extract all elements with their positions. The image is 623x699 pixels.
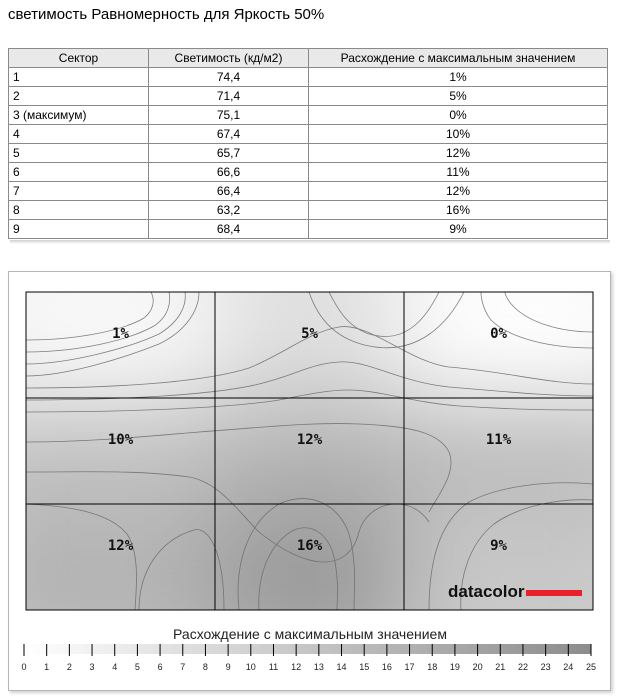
table-row [9, 163, 608, 182]
header-sector: Сектор [9, 49, 149, 68]
datacolor-logo-bar [526, 590, 582, 596]
sector-label: 5% [301, 326, 318, 342]
colorbar-tick-label: 17 [404, 662, 415, 672]
sector-label: 9% [490, 538, 507, 554]
cell-deviation: 16% [309, 201, 608, 220]
sector-label: 16% [296, 538, 323, 554]
table-row [9, 182, 608, 201]
colorbar-tick-label: 23 [540, 662, 551, 672]
sector-label: 11% [485, 432, 512, 448]
colorbar-tick-label: 10 [245, 662, 256, 672]
cell-deviation: 11% [309, 163, 608, 182]
colorbar-tick-label: 0 [21, 662, 27, 672]
colorbar-tick-label: 14 [336, 662, 347, 672]
heatmap-cell [9, 398, 215, 504]
cell-deviation: 9% [309, 220, 608, 239]
cell-luminance: 74,4 [149, 68, 309, 87]
cell-luminance: 75,1 [149, 106, 309, 125]
table-header-row [9, 49, 608, 68]
sector-label: 12% [107, 538, 134, 554]
colorbar-tick-label: 5 [134, 662, 140, 672]
table-row [9, 144, 608, 163]
sector-label: 10% [107, 432, 134, 448]
table-row [9, 220, 608, 239]
cell-luminance: 65,7 [149, 144, 309, 163]
cell-sector: 1 [9, 68, 149, 87]
colorbar-tick-label: 3 [89, 662, 95, 672]
table-row [9, 68, 608, 87]
cell-luminance: 71,4 [149, 87, 309, 106]
colorbar-tick-label: 22 [517, 662, 528, 672]
cell-sector: 7 [9, 182, 149, 201]
cell-luminance: 67,4 [149, 125, 309, 144]
colorbar-tick-label: 9 [225, 662, 231, 672]
header-luminance: Светимость (кд/м2) [149, 49, 309, 68]
colorbar-tick-label: 20 [472, 662, 483, 672]
cell-deviation: 12% [309, 182, 608, 201]
colorbar-tick-label: 6 [157, 662, 163, 672]
cell-sector: 9 [9, 220, 149, 239]
colorbar-tick-label: 25 [585, 662, 597, 672]
cell-deviation: 0% [309, 106, 608, 125]
cell-luminance: 68,4 [149, 220, 309, 239]
sector-label: 1% [112, 326, 129, 342]
colorbar-tick-label: 21 [495, 662, 506, 672]
colorbar-tick-label: 13 [313, 662, 324, 672]
table-shadow [10, 240, 610, 244]
cell-deviation: 12% [309, 144, 608, 163]
colorbar-tick-label: 19 [449, 662, 460, 672]
table-row [9, 87, 608, 106]
cell-sector: 4 [9, 125, 149, 144]
colorbar-tick-label: 16 [381, 662, 392, 672]
colorbar-title: Расхождение с максимальным значением [173, 626, 447, 642]
heatmap-cell [404, 398, 612, 504]
colorbar-tick-label: 15 [359, 662, 370, 672]
sector-label: 0% [490, 326, 507, 342]
cell-deviation: 10% [309, 125, 608, 144]
page-title: светимость Равномерность для Яркость 50% [8, 6, 325, 23]
cell-sector: 8 [9, 201, 149, 220]
cell-sector: 6 [9, 163, 149, 182]
datacolor-logo-text: datacolor [448, 582, 525, 601]
colorbar-tick-label: 18 [427, 662, 438, 672]
cell-luminance: 63,2 [149, 201, 309, 220]
cell-deviation: 1% [309, 68, 608, 87]
cell-luminance: 66,4 [149, 182, 309, 201]
cell-sector: 3 (максимум) [9, 106, 149, 125]
uniformity-table [8, 48, 608, 239]
colorbar-tick-label: 4 [112, 662, 118, 672]
uniformity-chart-frame [8, 271, 611, 691]
cell-sector: 2 [9, 87, 149, 106]
table-row [9, 125, 608, 144]
heatmap-cell [404, 272, 612, 398]
heatmap-cell [215, 398, 404, 504]
cell-deviation: 5% [309, 87, 608, 106]
colorbar-tick-label: 12 [291, 662, 302, 672]
colorbar-tick-label: 8 [202, 662, 208, 672]
colorbar-tick-label: 1 [44, 662, 50, 672]
table-row [9, 106, 608, 125]
colorbar-tick-label: 24 [563, 662, 574, 672]
cell-sector: 5 [9, 144, 149, 163]
cell-luminance: 66,6 [149, 163, 309, 182]
uniformity-heatmap [9, 272, 612, 692]
table-row [9, 201, 608, 220]
colorbar-strip [24, 644, 591, 654]
sector-label: 12% [296, 432, 323, 448]
colorbar-tick-label: 2 [66, 662, 72, 672]
colorbar-tick-label: 7 [180, 662, 186, 672]
header-deviation: Расхождение с максимальным значением [309, 49, 608, 68]
colorbar-tick-label: 11 [268, 662, 279, 672]
